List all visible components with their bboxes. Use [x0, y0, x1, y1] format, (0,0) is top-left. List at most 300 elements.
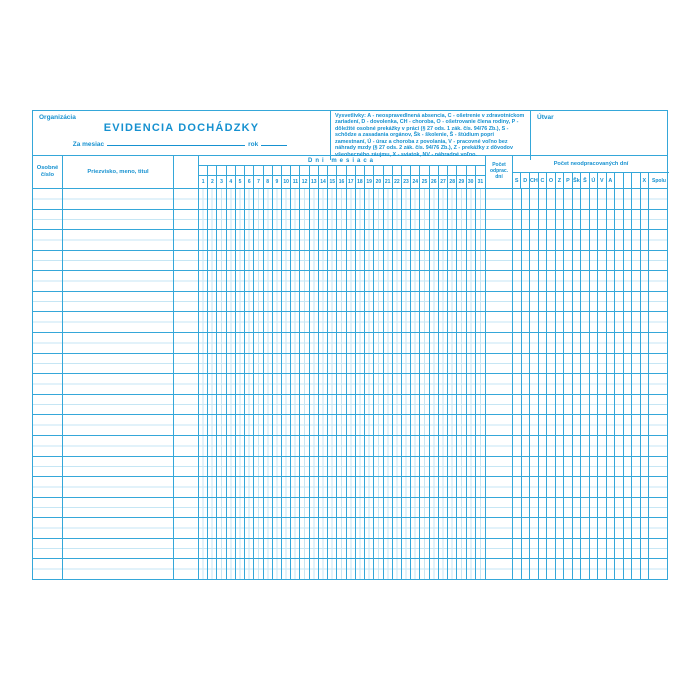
- absence-column-header-Spolu: Spolu: [652, 177, 666, 184]
- day-cell: [467, 210, 476, 230]
- absence-cell: [539, 498, 548, 518]
- absence-cell: [530, 230, 539, 250]
- day-cell: [319, 477, 328, 497]
- table-row: [33, 415, 667, 436]
- day-cells: [199, 251, 486, 271]
- day-number-header: 11: [291, 176, 300, 188]
- day-cell: [245, 271, 254, 291]
- day-cell: [430, 210, 439, 230]
- absence-cell: [590, 230, 599, 250]
- absence-cell: [641, 477, 650, 497]
- day-cell: [467, 333, 476, 353]
- day-cell: [264, 210, 273, 230]
- day-number-header: 19: [365, 176, 374, 188]
- day-cells: [199, 518, 486, 538]
- absence-cell: [581, 292, 590, 312]
- day-cell: [273, 271, 282, 291]
- day-cell: [217, 518, 226, 538]
- day-cell: [337, 230, 346, 250]
- absence-cell: [539, 559, 548, 579]
- absence-cell: [564, 395, 573, 415]
- name-cell: [63, 477, 174, 497]
- month-label: Za mesiac: [72, 141, 105, 148]
- day-cell: [467, 251, 476, 271]
- absence-cell: [573, 292, 582, 312]
- absence-cell: [581, 498, 590, 518]
- day-cell: [227, 415, 236, 435]
- day-cell: [384, 559, 393, 579]
- day-cell: [291, 477, 300, 497]
- day-cell: [411, 374, 420, 394]
- absence-cell: [513, 395, 522, 415]
- aux-cell: [174, 210, 199, 230]
- day-cell: [384, 354, 393, 374]
- day-cell: [328, 498, 337, 518]
- day-cell: [245, 333, 254, 353]
- day-cell: [439, 457, 448, 477]
- day-cell: [393, 518, 402, 538]
- day-cell: [227, 189, 236, 209]
- absence-cell: [607, 292, 616, 312]
- day-cell: [217, 292, 226, 312]
- day-cell: [430, 457, 439, 477]
- absence-cell: [632, 251, 641, 271]
- absence-cell: [624, 333, 633, 353]
- organization-label: Organizácia: [39, 114, 76, 121]
- personal-number-cell: [33, 333, 63, 353]
- day-cell: [208, 518, 217, 538]
- day-cell: [291, 210, 300, 230]
- absence-cells: [513, 539, 669, 559]
- day-cell: [282, 333, 291, 353]
- day-cell: [411, 436, 420, 456]
- day-cell: [245, 457, 254, 477]
- absence-cell: [598, 210, 607, 230]
- day-cell: [420, 498, 429, 518]
- total-cell: [649, 210, 669, 230]
- day-cell: [356, 210, 365, 230]
- unit-box: [531, 111, 669, 160]
- absence-cell: [632, 312, 641, 332]
- absence-letters-row: [513, 173, 669, 188]
- day-cell: [430, 189, 439, 209]
- day-cell: [300, 457, 309, 477]
- day-cell: [411, 271, 420, 291]
- day-cell: [439, 498, 448, 518]
- day-cell: [217, 312, 226, 332]
- day-cell: [199, 333, 208, 353]
- personal-number-cell: [33, 251, 63, 271]
- day-cell: [291, 395, 300, 415]
- absence-cell: [522, 189, 531, 209]
- day-cell: [476, 518, 485, 538]
- absence-cell: [641, 251, 650, 271]
- absence-cell: [632, 395, 641, 415]
- day-cell: [356, 559, 365, 579]
- day-blank-cell: [310, 166, 319, 175]
- absence-cell: [641, 354, 650, 374]
- day-cell: [300, 415, 309, 435]
- absence-cell: [598, 354, 607, 374]
- day-cell: [254, 436, 263, 456]
- day-blank-cell: [236, 166, 245, 175]
- personal-number-cell: [33, 436, 63, 456]
- day-cell: [264, 477, 273, 497]
- day-cell: [236, 395, 245, 415]
- day-cell: [337, 292, 346, 312]
- absence-cell: [607, 271, 616, 291]
- absence-cell: [547, 230, 556, 250]
- day-cell: [300, 271, 309, 291]
- day-cell: [365, 312, 374, 332]
- day-blank-cell: [411, 166, 420, 175]
- day-cell: [319, 498, 328, 518]
- absence-column-header-Ú: Ú: [590, 173, 598, 188]
- day-cell: [384, 477, 393, 497]
- absence-cell: [607, 559, 616, 579]
- day-cell: [245, 354, 254, 374]
- day-cell: [291, 230, 300, 250]
- total-cell: [649, 312, 669, 332]
- absence-cell: [607, 374, 616, 394]
- day-cell: [245, 518, 254, 538]
- absence-cell: [641, 436, 650, 456]
- day-numbers-row: [199, 176, 485, 188]
- absence-cell: [564, 354, 573, 374]
- day-cell: [254, 271, 263, 291]
- day-cell: [328, 333, 337, 353]
- day-cell: [457, 251, 466, 271]
- day-cell: [448, 230, 457, 250]
- absence-cell: [607, 415, 616, 435]
- day-cell: [365, 354, 374, 374]
- day-cell: [393, 271, 402, 291]
- day-cell: [254, 457, 263, 477]
- name-cell: [63, 189, 174, 209]
- absence-cell: [632, 539, 641, 559]
- day-cell: [439, 415, 448, 435]
- day-cell: [319, 374, 328, 394]
- day-cell: [476, 539, 485, 559]
- day-cell: [393, 210, 402, 230]
- absence-cell: [530, 271, 539, 291]
- day-number-header: 5: [236, 176, 245, 188]
- name-cell: [63, 539, 174, 559]
- worked-days-cell: [486, 230, 513, 250]
- day-cell: [411, 230, 420, 250]
- day-cell: [310, 230, 319, 250]
- day-cell: [384, 292, 393, 312]
- absence-cell: [607, 518, 616, 538]
- day-cell: [337, 518, 346, 538]
- absence-cell: [564, 312, 573, 332]
- absence-cell: [530, 374, 539, 394]
- day-cell: [347, 210, 356, 230]
- day-cell: [420, 312, 429, 332]
- day-cell: [411, 189, 420, 209]
- day-cell: [273, 518, 282, 538]
- day-cell: [319, 230, 328, 250]
- day-cell: [393, 312, 402, 332]
- day-cell: [273, 354, 282, 374]
- day-cell: [254, 210, 263, 230]
- day-cell: [328, 189, 337, 209]
- day-cell: [227, 271, 236, 291]
- table-row: [33, 559, 667, 579]
- day-cell: [199, 498, 208, 518]
- total-cell: [649, 436, 669, 456]
- absence-cell: [556, 312, 565, 332]
- absence-cell: [522, 292, 531, 312]
- day-cell: [374, 374, 383, 394]
- absence-cell: [573, 210, 582, 230]
- day-cell: [430, 498, 439, 518]
- absence-cell: [513, 559, 522, 579]
- absence-cell: [624, 374, 633, 394]
- day-cell: [199, 436, 208, 456]
- day-cells: [199, 333, 486, 353]
- day-cell: [245, 210, 254, 230]
- day-cell: [448, 477, 457, 497]
- absence-cell: [522, 312, 531, 332]
- day-number-header: 20: [374, 176, 383, 188]
- aux-cell: [174, 230, 199, 250]
- day-cell: [300, 312, 309, 332]
- worked-days-cell: [486, 271, 513, 291]
- day-cell: [467, 498, 476, 518]
- day-cell: [199, 210, 208, 230]
- day-cell: [310, 271, 319, 291]
- absence-cell: [539, 230, 548, 250]
- table-row: [33, 354, 667, 375]
- day-cell: [282, 271, 291, 291]
- day-cell: [439, 230, 448, 250]
- day-cell: [236, 210, 245, 230]
- day-cell: [282, 354, 291, 374]
- absence-cell: [581, 415, 590, 435]
- day-cell: [448, 539, 457, 559]
- day-number-header: 26: [430, 176, 439, 188]
- aux-cell: [174, 292, 199, 312]
- absence-cell: [590, 415, 599, 435]
- day-cell: [476, 312, 485, 332]
- day-cells: [199, 354, 486, 374]
- day-cell: [384, 415, 393, 435]
- table-row: [33, 210, 667, 231]
- absence-cell: [581, 312, 590, 332]
- day-number-header: 18: [356, 176, 365, 188]
- day-cell: [374, 333, 383, 353]
- day-cell: [374, 354, 383, 374]
- day-cell: [208, 436, 217, 456]
- day-cell: [365, 477, 374, 497]
- absence-cell: [607, 312, 616, 332]
- day-cell: [467, 312, 476, 332]
- day-cell: [393, 230, 402, 250]
- day-cell: [227, 518, 236, 538]
- absence-cells: [513, 292, 669, 312]
- day-cell: [374, 189, 383, 209]
- day-cell: [328, 210, 337, 230]
- absence-cell: [598, 436, 607, 456]
- day-cell: [420, 539, 429, 559]
- day-cell: [457, 230, 466, 250]
- absence-cell: [530, 436, 539, 456]
- day-cell: [199, 312, 208, 332]
- total-cell: [649, 477, 669, 497]
- day-number-header: 28: [448, 176, 457, 188]
- day-cell: [199, 292, 208, 312]
- absence-cell: [522, 271, 531, 291]
- day-cell: [337, 312, 346, 332]
- day-cell: [476, 374, 485, 394]
- day-cell: [448, 374, 457, 394]
- absence-cell: [615, 333, 624, 353]
- day-cell: [300, 559, 309, 579]
- absence-cell: [547, 189, 556, 209]
- day-number-header: 7: [254, 176, 263, 188]
- absence-cell: [547, 539, 556, 559]
- absence-cell: [539, 333, 548, 353]
- day-cell: [402, 354, 411, 374]
- table-row: [33, 457, 667, 478]
- day-cell: [420, 415, 429, 435]
- absence-cell: [539, 292, 548, 312]
- day-blank-cell: [282, 166, 291, 175]
- absence-cell: [598, 292, 607, 312]
- day-cell: [328, 539, 337, 559]
- day-cell: [264, 559, 273, 579]
- day-cell: [282, 457, 291, 477]
- day-cell: [254, 312, 263, 332]
- day-cell: [356, 251, 365, 271]
- absence-cell: [581, 539, 590, 559]
- day-cell: [430, 477, 439, 497]
- absence-cell: [632, 354, 641, 374]
- absence-cell: [522, 395, 531, 415]
- day-cell: [300, 539, 309, 559]
- aux-cell: [174, 436, 199, 456]
- day-cell: [430, 539, 439, 559]
- absence-cell: [581, 518, 590, 538]
- day-cell: [402, 292, 411, 312]
- absence-cell: [641, 210, 650, 230]
- day-cell: [245, 189, 254, 209]
- day-cell: [430, 230, 439, 250]
- total-cell: [649, 539, 669, 559]
- day-cell: [319, 539, 328, 559]
- month-year-line: [33, 140, 330, 148]
- day-cell: [217, 210, 226, 230]
- day-cell: [430, 436, 439, 456]
- day-cell: [402, 312, 411, 332]
- day-cell: [273, 415, 282, 435]
- day-number-header: 17: [347, 176, 356, 188]
- day-cell: [264, 518, 273, 538]
- absence-cell: [539, 210, 548, 230]
- absence-cell: [624, 189, 633, 209]
- day-cell: [300, 210, 309, 230]
- personal-number-cell: [33, 518, 63, 538]
- day-cell: [282, 251, 291, 271]
- absence-cell: [590, 271, 599, 291]
- form-title: EVIDENCIA DOCHÁDZKY: [103, 122, 260, 134]
- absence-column-header-CH: CH: [530, 173, 539, 188]
- absence-cell: [547, 498, 556, 518]
- day-cell: [282, 189, 291, 209]
- day-cell: [365, 292, 374, 312]
- day-cell: [467, 457, 476, 477]
- day-cell: [227, 457, 236, 477]
- day-cell: [291, 312, 300, 332]
- absence-cells: [513, 251, 669, 271]
- day-cell: [264, 333, 273, 353]
- day-cell: [393, 189, 402, 209]
- total-cell: [649, 354, 669, 374]
- day-cell: [254, 230, 263, 250]
- day-cell: [356, 539, 365, 559]
- day-cell: [356, 415, 365, 435]
- day-cell: [236, 436, 245, 456]
- day-blank-cell: [291, 166, 300, 175]
- absence-cell: [615, 395, 624, 415]
- day-cell: [365, 210, 374, 230]
- day-cell: [347, 477, 356, 497]
- absence-cell: [556, 415, 565, 435]
- name-cell: [63, 436, 174, 456]
- day-cell: [328, 457, 337, 477]
- day-cell: [236, 354, 245, 374]
- day-blank-cell: [448, 166, 457, 175]
- day-cell: [300, 251, 309, 271]
- absence-cell: [624, 436, 633, 456]
- absence-column-header-S: S: [513, 173, 521, 188]
- name-cell: [63, 271, 174, 291]
- day-cell: [430, 518, 439, 538]
- day-cell: [467, 436, 476, 456]
- day-blank-cell: [300, 166, 309, 175]
- absence-cell: [632, 498, 641, 518]
- absence-cell: [573, 518, 582, 538]
- absence-cell: [564, 230, 573, 250]
- day-cell: [393, 559, 402, 579]
- day-cell: [448, 210, 457, 230]
- day-cell: [245, 395, 254, 415]
- day-cell: [384, 457, 393, 477]
- day-blank-cell: [217, 166, 226, 175]
- aux-cell: [174, 251, 199, 271]
- day-cell: [448, 518, 457, 538]
- total-cell: [649, 251, 669, 271]
- day-cell: [393, 251, 402, 271]
- day-cell: [291, 271, 300, 291]
- absence-cell: [641, 271, 650, 291]
- day-cell: [328, 271, 337, 291]
- absence-cell: [581, 210, 590, 230]
- day-cell: [264, 251, 273, 271]
- day-cell: [356, 395, 365, 415]
- day-cell: [420, 518, 429, 538]
- absence-cells: [513, 354, 669, 374]
- name-cell: [63, 251, 174, 271]
- day-cell: [217, 415, 226, 435]
- absence-cell: [564, 374, 573, 394]
- day-cell: [420, 374, 429, 394]
- day-cell: [227, 333, 236, 353]
- day-cell: [384, 271, 393, 291]
- day-cell: [254, 374, 263, 394]
- day-cell: [393, 374, 402, 394]
